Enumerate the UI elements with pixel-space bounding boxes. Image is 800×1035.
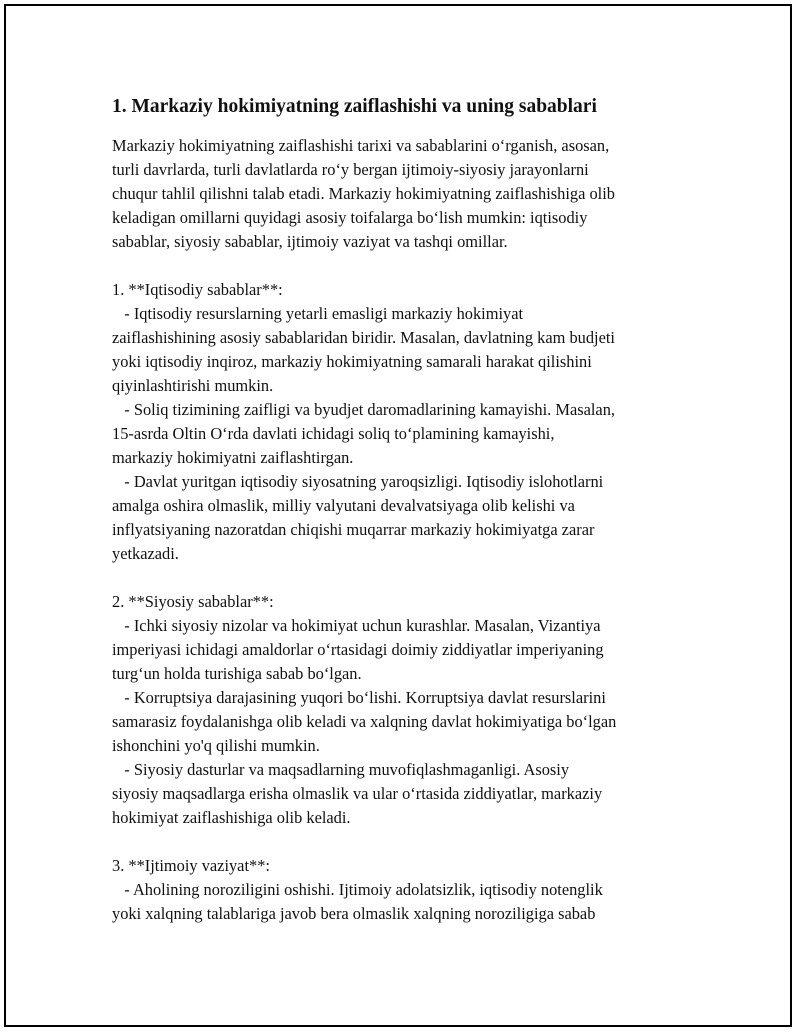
text-line: yetkazadi. [112, 544, 179, 563]
section-economic-reasons [112, 278, 692, 566]
text-line: - Siyosiy dasturlar va maqsadlarning muvofiqlashmaganligi. Asosiy [112, 760, 570, 779]
text-line: - Aholining noroziligini oshishi. Ijtimoiy adolatsizlik, iqtisodiy notenglik [112, 880, 603, 899]
text-line: qiyinlashtirishi mumkin. [112, 376, 274, 395]
text-line: yoki xalqning talablariga javob bera olmaslik xalqning noroziligiga sabab [112, 904, 596, 923]
text-line: - Ichki siyosiy nizolar va hokimiyat uchun kurashlar. Masalan, Vizantiya [112, 616, 601, 635]
text-line: imperiyasi ichidagi amaldorlar o‘rtasidagi doimiy ziddiyatlar imperiyaning [112, 640, 604, 659]
text-line: hokimiyat zaiflashishiga olib keladi. [112, 808, 351, 827]
document-body [112, 94, 692, 926]
text-line: inflyatsiyaning nazoratdan chiqishi muqarrar markaziy hokimiyatga zarar [112, 520, 595, 539]
section-heading: 3. **Ijtimoiy vaziyat**: [112, 856, 270, 875]
text-line: markaziy hokimiyatni zaiflashtirgan. [112, 448, 354, 467]
text-line: sabablar, siyosiy sabablar, ijtimoiy vaziyat va tashqi omillar. [112, 232, 508, 251]
text-line: 15-asrda Oltin O‘rda davlati ichidagi soliq to‘plamining kamayishi, [112, 424, 555, 443]
text-line: zaiflashishining asosiy sabablaridan biridir. Masalan, davlatning kam budjeti [112, 328, 615, 347]
text-line: amalga oshira olmaslik, milliy valyutani devalvatsiyaga olib kelishi va [112, 496, 575, 515]
text-line: Markaziy hokimiyatning zaiflashishi tarixi va sabablarini o‘rganish, asosan, [112, 136, 610, 155]
text-line: siyosiy maqsadlarga erisha olmaslik va ular o‘rtasida ziddiyatlar, markaziy [112, 784, 603, 803]
text-line: ishonchini yo'q qilishi mumkin. [112, 736, 320, 755]
text-line: samarasiz foydalanishga olib keladi va xalqning davlat hokimiyatiga bo‘lgan [112, 712, 617, 731]
text-line: - Soliq tizimining zaifligi va byudjet daromadlarining kamayishi. Masalan, [112, 400, 615, 419]
text-line: - Davlat yuritgan iqtisodiy siyosatning yaroqsizligi. Iqtisodiy islohotlarni [112, 472, 604, 491]
section-heading: 2. **Siyosiy sabablar**: [112, 592, 274, 611]
text-line: keladigan omillarni quyidagi asosiy toifalarga bo‘lish mumkin: iqtisodiy [112, 208, 588, 227]
section-political-reasons [112, 590, 692, 830]
page-title: 1. Markaziy hokimiyatning zaiflashishi va uning sabablari [112, 96, 597, 117]
text-line: - Korruptsiya darajasining yuqori bo‘lishi. Korruptsiya davlat resurslarini [112, 688, 606, 707]
text-line: - Iqtisodiy resurslarning yetarli emasligi markaziy hokimiyat [112, 304, 524, 323]
section-social-situation [112, 854, 692, 926]
text-line: turli davrlarda, turli davlatlarda ro‘y bergan ijtimoiy-siyosiy jarayonlarni [112, 160, 589, 179]
text-line: turg‘un holda turishiga sabab bo‘lgan. [112, 664, 362, 683]
text-line: chuqur tahlil qilishni talab etadi. Markaziy hokimiyatning zaiflashishiga olib [112, 184, 615, 203]
section-heading: 1. **Iqtisodiy sabablar**: [112, 280, 283, 299]
paragraph-intro [112, 134, 692, 254]
text-line: yoki iqtisodiy inqiroz, markaziy hokimiyatning samarali harakat qilishini [112, 352, 592, 371]
